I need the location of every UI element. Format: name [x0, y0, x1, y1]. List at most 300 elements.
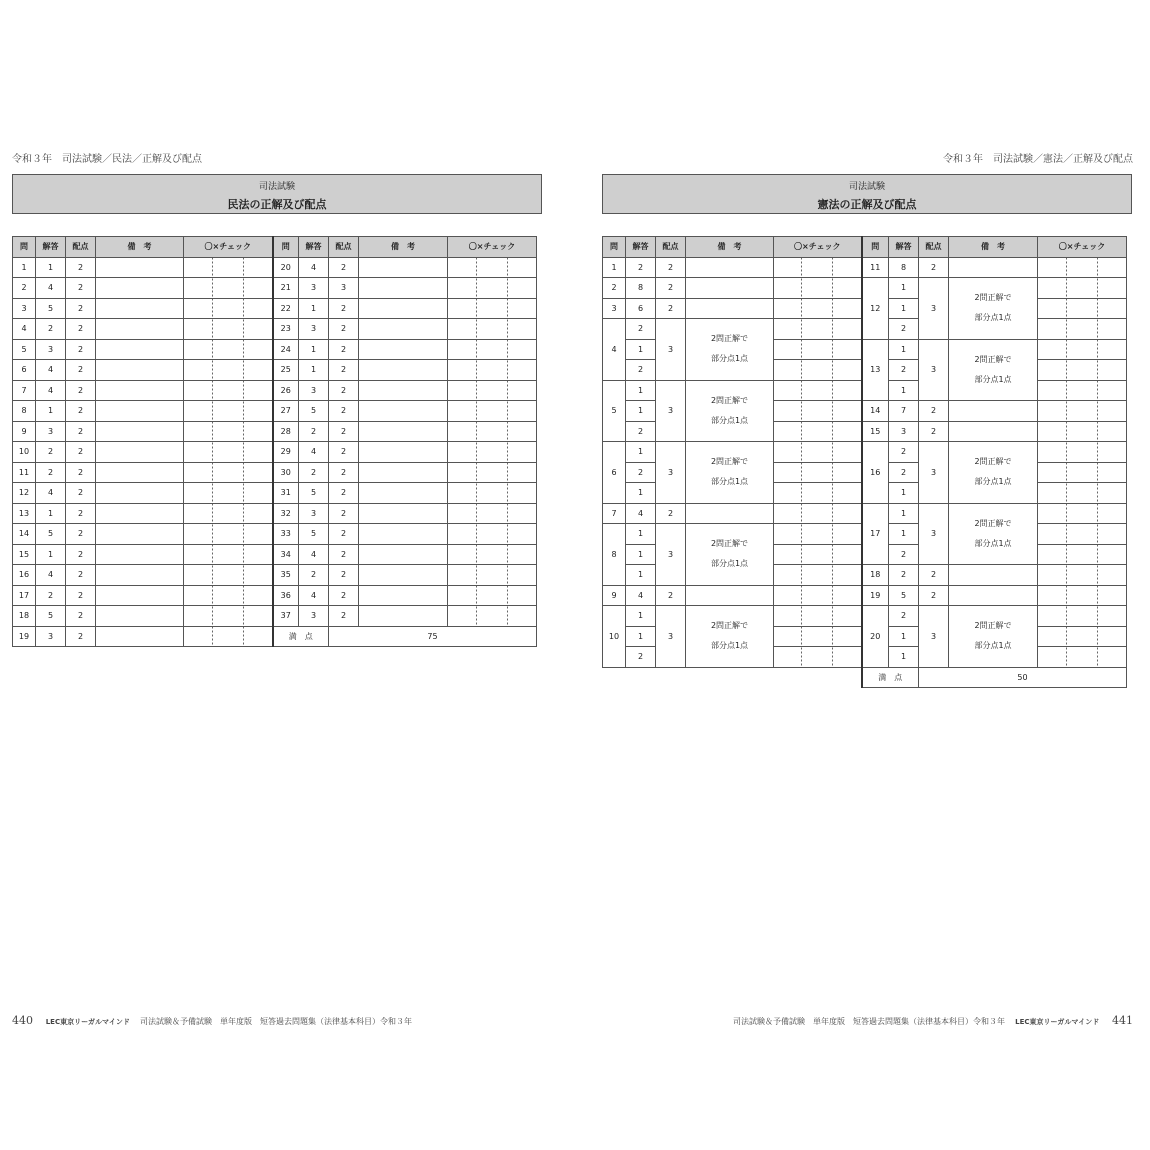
notes-cell — [96, 462, 184, 483]
answer-cell: 1 — [626, 544, 656, 565]
question-number: 13 — [13, 503, 36, 524]
check-cell[interactable] — [184, 524, 273, 545]
answer-cell: 3 — [36, 339, 66, 360]
table-row — [603, 503, 1127, 524]
check-cell[interactable] — [774, 606, 862, 627]
question-number: 3 — [603, 298, 626, 319]
answer-cell: 5 — [889, 585, 919, 606]
table-row — [603, 585, 1127, 606]
question-number: 7 — [603, 503, 626, 524]
question-number: 30 — [273, 462, 299, 483]
check-cell[interactable] — [184, 278, 273, 299]
question-number: 6 — [603, 442, 626, 504]
col-header-points: 配点 — [656, 237, 686, 258]
answer-cell: 2 — [889, 319, 919, 340]
points-cell: 2 — [329, 421, 359, 442]
points-cell: 2 — [329, 606, 359, 627]
check-cell[interactable] — [448, 421, 537, 442]
title-banner — [602, 174, 1132, 214]
col-header-notes: 備 考 — [96, 237, 184, 258]
table-row — [13, 401, 537, 422]
check-cell[interactable] — [774, 442, 862, 463]
points-cell: 2 — [329, 257, 359, 278]
answer-cell: 1 — [36, 257, 66, 278]
notes-cell — [359, 524, 448, 545]
check-cell[interactable] — [448, 360, 537, 381]
check-cell[interactable] — [448, 319, 537, 340]
points-cell: 2 — [329, 442, 359, 463]
answer-cell: 4 — [36, 278, 66, 299]
check-cell[interactable] — [1038, 606, 1127, 627]
answer-cell: 4 — [626, 503, 656, 524]
partial-credit-note-line1: 2問正解で — [974, 293, 1012, 303]
col-header-notes: 備 考 — [949, 237, 1038, 258]
notes-cell — [96, 319, 184, 340]
total-value: 50 — [919, 667, 1127, 688]
check-cell[interactable] — [774, 421, 862, 442]
answer-cell: 1 — [626, 524, 656, 545]
answer-cell: 1 — [626, 339, 656, 360]
points-cell: 3 — [919, 339, 949, 401]
question-number: 13 — [862, 339, 889, 401]
check-cell[interactable] — [774, 524, 862, 545]
points-cell: 2 — [919, 257, 949, 278]
check-cell[interactable] — [774, 298, 862, 319]
answer-cell: 1 — [626, 626, 656, 647]
check-cell[interactable] — [774, 503, 862, 524]
notes-cell — [96, 442, 184, 463]
notes-cell — [949, 401, 1038, 422]
answer-cell: 1 — [626, 401, 656, 422]
answer-cell: 2 — [626, 319, 656, 340]
question-number: 9 — [603, 585, 626, 606]
points-cell: 2 — [66, 483, 96, 504]
answer-cell: 1 — [889, 483, 919, 504]
points-cell: 3 — [919, 442, 949, 504]
question-number: 28 — [273, 421, 299, 442]
col-header-check: 〇×チェック — [184, 237, 273, 258]
check-cell[interactable] — [774, 626, 862, 647]
check-cell[interactable] — [184, 544, 273, 565]
notes-cell — [359, 442, 448, 463]
question-number: 16 — [13, 565, 36, 586]
question-number: 1 — [13, 257, 36, 278]
notes-cell — [359, 319, 448, 340]
table-row — [13, 565, 537, 586]
table-row — [13, 524, 537, 545]
notes-cell — [96, 565, 184, 586]
answer-cell: 2 — [36, 462, 66, 483]
table-row — [13, 503, 537, 524]
answer-cell: 2 — [626, 421, 656, 442]
table-row — [13, 380, 537, 401]
answer-cell: 3 — [299, 278, 329, 299]
check-cell[interactable] — [448, 462, 537, 483]
col-header-question: 問 — [603, 237, 626, 258]
check-cell[interactable] — [1038, 421, 1127, 442]
points-cell: 2 — [656, 298, 686, 319]
answer-cell: 2 — [889, 462, 919, 483]
check-cell[interactable] — [1038, 257, 1127, 278]
answer-cell: 4 — [36, 380, 66, 401]
col-header-check: 〇×チェック — [448, 237, 537, 258]
answer-cell: 1 — [889, 626, 919, 647]
check-cell[interactable] — [184, 606, 273, 627]
check-cell[interactable] — [1038, 503, 1127, 524]
check-cell[interactable] — [1038, 585, 1127, 606]
notes-cell — [949, 421, 1038, 442]
points-cell: 2 — [656, 585, 686, 606]
notes-cell — [96, 606, 184, 627]
question-number: 4 — [603, 319, 626, 381]
points-cell: 2 — [919, 565, 949, 586]
answer-cell: 4 — [299, 585, 329, 606]
points-cell: 2 — [66, 401, 96, 422]
notes-cell — [359, 360, 448, 381]
right-page — [575, 0, 1150, 1150]
notes-cell — [949, 257, 1038, 278]
table-row — [13, 278, 537, 299]
table-row — [603, 606, 1127, 627]
check-cell[interactable] — [184, 339, 273, 360]
question-number: 27 — [273, 401, 299, 422]
check-cell[interactable] — [184, 462, 273, 483]
notes-cell — [686, 257, 774, 278]
question-number: 25 — [273, 360, 299, 381]
question-number: 15 — [13, 544, 36, 565]
question-number: 4 — [13, 319, 36, 340]
check-cell[interactable] — [774, 462, 862, 483]
question-number: 17 — [13, 585, 36, 606]
notes-cell — [96, 483, 184, 504]
table-row — [13, 626, 537, 647]
title-banner — [12, 174, 542, 214]
col-header-answer: 解答 — [299, 237, 329, 258]
notes-cell — [96, 257, 184, 278]
check-cell[interactable] — [1038, 626, 1127, 647]
notes-cell — [96, 298, 184, 319]
points-cell: 2 — [66, 626, 96, 647]
col-header-answer: 解答 — [36, 237, 66, 258]
header-row — [603, 237, 1127, 258]
answer-cell: 3 — [36, 626, 66, 647]
notes-cell — [686, 319, 774, 381]
running-head: 令和３年 司法試験／民法／正解及び配点 — [12, 154, 202, 165]
footer-text: 司法試験＆予備試験 単年度版 短答過去問題集（法律基本科目）令和３年 — [733, 1017, 1005, 1026]
check-cell[interactable] — [448, 524, 537, 545]
points-cell: 2 — [329, 298, 359, 319]
check-cell[interactable] — [448, 380, 537, 401]
check-cell[interactable] — [184, 360, 273, 381]
points-cell: 2 — [329, 585, 359, 606]
notes-cell — [96, 421, 184, 442]
question-number: 37 — [273, 606, 299, 627]
check-cell[interactable] — [184, 319, 273, 340]
question-number: 3 — [13, 298, 36, 319]
check-cell[interactable] — [184, 380, 273, 401]
check-cell[interactable] — [184, 298, 273, 319]
question-number: 12 — [13, 483, 36, 504]
answer-cell: 5 — [36, 298, 66, 319]
constitutional-law-answer-table — [602, 236, 1127, 688]
check-cell[interactable] — [184, 483, 273, 504]
question-number: 5 — [603, 380, 626, 442]
col-header-notes: 備 考 — [359, 237, 448, 258]
points-cell: 2 — [329, 544, 359, 565]
points-cell: 2 — [656, 503, 686, 524]
check-cell[interactable] — [1038, 524, 1127, 545]
question-number: 20 — [862, 606, 889, 668]
check-cell[interactable] — [774, 380, 862, 401]
question-number: 11 — [862, 257, 889, 278]
partial-credit-note-line1: 2問正解で — [974, 518, 1012, 528]
answer-cell: 2 — [889, 360, 919, 381]
points-cell: 2 — [66, 503, 96, 524]
check-cell[interactable] — [184, 421, 273, 442]
answer-cell: 3 — [36, 421, 66, 442]
points-cell: 2 — [66, 278, 96, 299]
check-cell[interactable] — [774, 483, 862, 504]
check-cell[interactable] — [1038, 565, 1127, 586]
table-row — [13, 462, 537, 483]
question-number: 18 — [862, 565, 889, 586]
answer-cell: 8 — [889, 257, 919, 278]
points-cell: 2 — [66, 462, 96, 483]
points-cell: 3 — [919, 503, 949, 565]
answer-cell: 4 — [299, 544, 329, 565]
check-cell[interactable] — [448, 401, 537, 422]
col-header-points: 配点 — [919, 237, 949, 258]
question-number: 10 — [13, 442, 36, 463]
partial-credit-note-line1: 2問正解で — [974, 621, 1012, 631]
check-cell[interactable] — [448, 298, 537, 319]
civil-law-answer-table — [12, 236, 537, 647]
answer-cell: 3 — [299, 380, 329, 401]
question-number: 26 — [273, 380, 299, 401]
answer-cell: 3 — [299, 319, 329, 340]
answer-cell: 2 — [626, 462, 656, 483]
check-cell[interactable] — [448, 257, 537, 278]
total-value: 75 — [329, 626, 537, 647]
answer-cell: 2 — [36, 442, 66, 463]
points-cell: 2 — [329, 565, 359, 586]
notes-cell — [359, 257, 448, 278]
notes-cell — [949, 585, 1038, 606]
answer-cell: 2 — [299, 421, 329, 442]
banner-subtitle: 司法試験 — [848, 182, 885, 192]
col-header-answer: 解答 — [626, 237, 656, 258]
check-cell[interactable] — [448, 565, 537, 586]
notes-cell — [96, 360, 184, 381]
points-cell: 2 — [66, 298, 96, 319]
answer-cell: 6 — [626, 298, 656, 319]
answer-cell: 3 — [299, 606, 329, 627]
notes-cell — [359, 606, 448, 627]
question-number: 29 — [273, 442, 299, 463]
check-cell[interactable] — [448, 339, 537, 360]
col-header-question: 問 — [273, 237, 299, 258]
table-row — [13, 319, 537, 340]
partial-credit-note-line1: 2問正解で — [710, 334, 749, 344]
points-cell: 2 — [329, 483, 359, 504]
answer-cell: 1 — [889, 647, 919, 668]
points-cell: 2 — [66, 606, 96, 627]
table-row — [603, 278, 1127, 299]
col-header-question: 問 — [862, 237, 889, 258]
answer-cell: 1 — [626, 442, 656, 463]
banner-title: 憲法の正解及び配点 — [817, 198, 917, 211]
points-cell: 2 — [329, 524, 359, 545]
check-cell[interactable] — [774, 319, 862, 340]
partial-credit-note-line2: 部分点1点 — [710, 415, 749, 425]
question-number: 14 — [862, 401, 889, 422]
answer-cell: 4 — [36, 360, 66, 381]
table-row — [603, 442, 1127, 463]
header-row — [13, 237, 537, 258]
spacer — [603, 667, 862, 688]
page-number: 440 — [12, 1014, 33, 1027]
answer-cell: 5 — [299, 524, 329, 545]
answer-cell: 1 — [626, 606, 656, 627]
question-number: 2 — [603, 278, 626, 299]
check-cell[interactable] — [1038, 442, 1127, 463]
points-cell: 2 — [66, 585, 96, 606]
question-number: 14 — [13, 524, 36, 545]
notes-cell — [359, 401, 448, 422]
points-cell: 3 — [656, 606, 686, 668]
page-footer — [733, 1014, 1133, 1027]
answer-cell: 1 — [299, 339, 329, 360]
question-number: 6 — [13, 360, 36, 381]
question-number: 1 — [603, 257, 626, 278]
question-number: 22 — [273, 298, 299, 319]
partial-credit-note-line1: 2問正解で — [974, 354, 1012, 364]
question-number: 5 — [13, 339, 36, 360]
table-row — [13, 544, 537, 565]
check-cell[interactable] — [1038, 462, 1127, 483]
question-number: 11 — [13, 462, 36, 483]
points-cell: 2 — [329, 380, 359, 401]
points-cell: 3 — [656, 442, 686, 504]
partial-credit-note-line2: 部分点1点 — [710, 559, 749, 569]
points-cell: 2 — [919, 585, 949, 606]
answer-cell: 2 — [626, 647, 656, 668]
check-cell[interactable] — [184, 503, 273, 524]
question-number: 8 — [13, 401, 36, 422]
check-cell[interactable] — [1038, 483, 1127, 504]
check-cell[interactable] — [184, 565, 273, 586]
answer-cell: 1 — [889, 380, 919, 401]
answer-cell: 2 — [889, 565, 919, 586]
notes-cell — [686, 585, 774, 606]
check-cell[interactable] — [1038, 298, 1127, 319]
notes-cell — [686, 298, 774, 319]
check-cell[interactable] — [1038, 278, 1127, 299]
notes-cell — [96, 585, 184, 606]
total-label: 満 点 — [273, 626, 329, 647]
table-row — [13, 442, 537, 463]
answer-cell: 8 — [626, 278, 656, 299]
check-cell[interactable] — [774, 257, 862, 278]
answer-cell: 5 — [36, 524, 66, 545]
partial-credit-note-line2: 部分点1点 — [974, 374, 1012, 384]
check-cell[interactable] — [184, 442, 273, 463]
check-cell[interactable] — [1038, 647, 1127, 668]
answer-cell: 2 — [299, 565, 329, 586]
check-cell[interactable] — [1038, 319, 1127, 340]
answer-cell: 1 — [299, 298, 329, 319]
answer-cell: 2 — [889, 606, 919, 627]
points-cell: 2 — [66, 339, 96, 360]
check-cell[interactable] — [1038, 544, 1127, 565]
check-cell[interactable] — [774, 360, 862, 381]
question-number: 19 — [862, 585, 889, 606]
question-number: 2 — [13, 278, 36, 299]
footer-text: 司法試験＆予備試験 単年度版 短答過去問題集（法律基本科目）令和３年 — [140, 1017, 412, 1026]
answer-cell: 2 — [36, 319, 66, 340]
check-cell[interactable] — [448, 278, 537, 299]
check-cell[interactable] — [1038, 360, 1127, 381]
partial-credit-note-line2: 部分点1点 — [974, 477, 1012, 487]
check-cell[interactable] — [1038, 339, 1127, 360]
partial-credit-note-line2: 部分点1点 — [974, 313, 1012, 323]
col-header-answer: 解答 — [889, 237, 919, 258]
check-cell[interactable] — [448, 503, 537, 524]
partial-credit-note-line1: 2問正解で — [710, 395, 749, 405]
question-number: 24 — [273, 339, 299, 360]
points-cell: 2 — [329, 339, 359, 360]
check-cell[interactable] — [774, 544, 862, 565]
table-row — [13, 298, 537, 319]
answer-cell: 4 — [36, 483, 66, 504]
banner-subtitle: 司法試験 — [258, 182, 295, 192]
answer-cell: 7 — [889, 401, 919, 422]
table-row — [13, 360, 537, 381]
col-header-check: 〇×チェック — [1038, 237, 1127, 258]
question-number: 10 — [603, 606, 626, 668]
check-cell[interactable] — [184, 257, 273, 278]
check-cell[interactable] — [1038, 401, 1127, 422]
check-cell[interactable] — [774, 401, 862, 422]
check-cell[interactable] — [448, 606, 537, 627]
answer-cell: 5 — [299, 401, 329, 422]
check-cell[interactable] — [1038, 380, 1127, 401]
points-cell: 2 — [656, 257, 686, 278]
check-cell[interactable] — [184, 401, 273, 422]
check-cell[interactable] — [448, 442, 537, 463]
check-cell[interactable] — [184, 626, 273, 647]
check-cell[interactable] — [184, 585, 273, 606]
answer-cell: 2 — [889, 544, 919, 565]
col-header-points: 配点 — [329, 237, 359, 258]
check-cell[interactable] — [448, 544, 537, 565]
question-number: 35 — [273, 565, 299, 586]
page-number: 441 — [1112, 1014, 1133, 1027]
check-cell[interactable] — [774, 647, 862, 668]
question-number: 23 — [273, 319, 299, 340]
check-cell[interactable] — [774, 565, 862, 586]
check-cell[interactable] — [774, 585, 862, 606]
check-cell[interactable] — [774, 278, 862, 299]
check-cell[interactable] — [448, 483, 537, 504]
points-cell: 2 — [66, 544, 96, 565]
notes-cell — [949, 565, 1038, 586]
question-number: 19 — [13, 626, 36, 647]
check-cell[interactable] — [448, 585, 537, 606]
notes-cell — [686, 278, 774, 299]
check-cell[interactable] — [774, 339, 862, 360]
question-number: 17 — [862, 503, 889, 565]
